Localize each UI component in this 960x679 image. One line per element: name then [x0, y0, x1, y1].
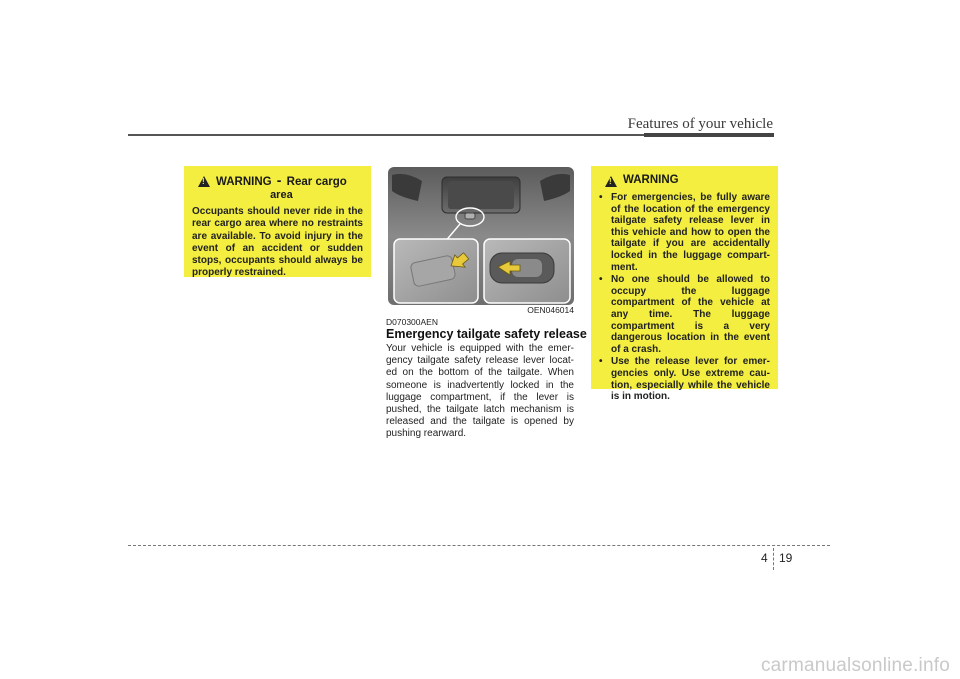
section-body: Your vehicle is equipped with the emer- gency tailgate safety release lever locat- ed on the bottom of the tailgate. When someone is inadvertently locked in the luggage compartment, if the lever is pushed, the tailgate latch mechanism is released and the tailgate is opened by pushing rearward.: [386, 343, 574, 440]
warning-list-item: [599, 356, 770, 402]
warning-triangle-icon: !: [198, 176, 210, 187]
warning-label: WARNING: [623, 174, 679, 186]
page-number-separator: [773, 548, 774, 570]
section-header-title: Features of your vehicle: [627, 116, 773, 132]
warning-box-rear-cargo: [184, 166, 371, 277]
warning-heading: [599, 174, 770, 187]
tailgate-figure: [388, 167, 574, 315]
warning-label: WARNING: [216, 176, 272, 188]
warning-dash: -: [276, 172, 282, 188]
section-code: D070300AEN: [386, 317, 438, 327]
warning-item-text: Use the release lever for emer- gencies only. Use extreme cau- tion, especially while the vehicle is in motion.: [611, 356, 770, 403]
warning-item-text: No one should be allowed to occupy the luggage compartment of the vehicle at any time. The luggage compartment is a very dangerous location in the event of a crash.: [611, 274, 770, 355]
section-title: Emergency tailgate safety release: [386, 327, 587, 341]
footer-rule: [128, 545, 830, 546]
warning-subject-line2: area: [270, 189, 293, 201]
warning-title: [216, 174, 347, 202]
warning-body: Occupants should never ride in the rear cargo area where no restraints are available. To avoid injury in the event of an accident or sudden stops, occupants should always be properly restrained.: [192, 206, 363, 279]
warning-triangle-icon: !: [605, 176, 617, 187]
warning-subject-line1: Rear cargo: [286, 176, 347, 188]
warning-item-text: For emergencies, be fully aware of the location of the emergency tailgate safety release lever in this vehicle and how to open the tailgate if you are accidentally locked in the luggage compart- ment.: [611, 192, 770, 273]
tailgate-illustration: [388, 167, 574, 305]
chapter-number: 4: [761, 551, 768, 565]
bullet-icon: •: [599, 192, 603, 203]
warning-list: [599, 192, 770, 403]
warning-box-emergency: [591, 166, 778, 403]
warning-heading: [192, 174, 363, 202]
figure-code: OEN046014: [527, 305, 574, 315]
page-number: 19: [779, 551, 793, 565]
warning-list-item: [599, 274, 770, 355]
warning-list-item: [599, 192, 770, 273]
bullet-icon: •: [599, 356, 603, 368]
header-rule: [128, 134, 774, 136]
watermark: carmanualsonline.info: [760, 655, 950, 676]
bullet-icon: •: [599, 274, 603, 286]
